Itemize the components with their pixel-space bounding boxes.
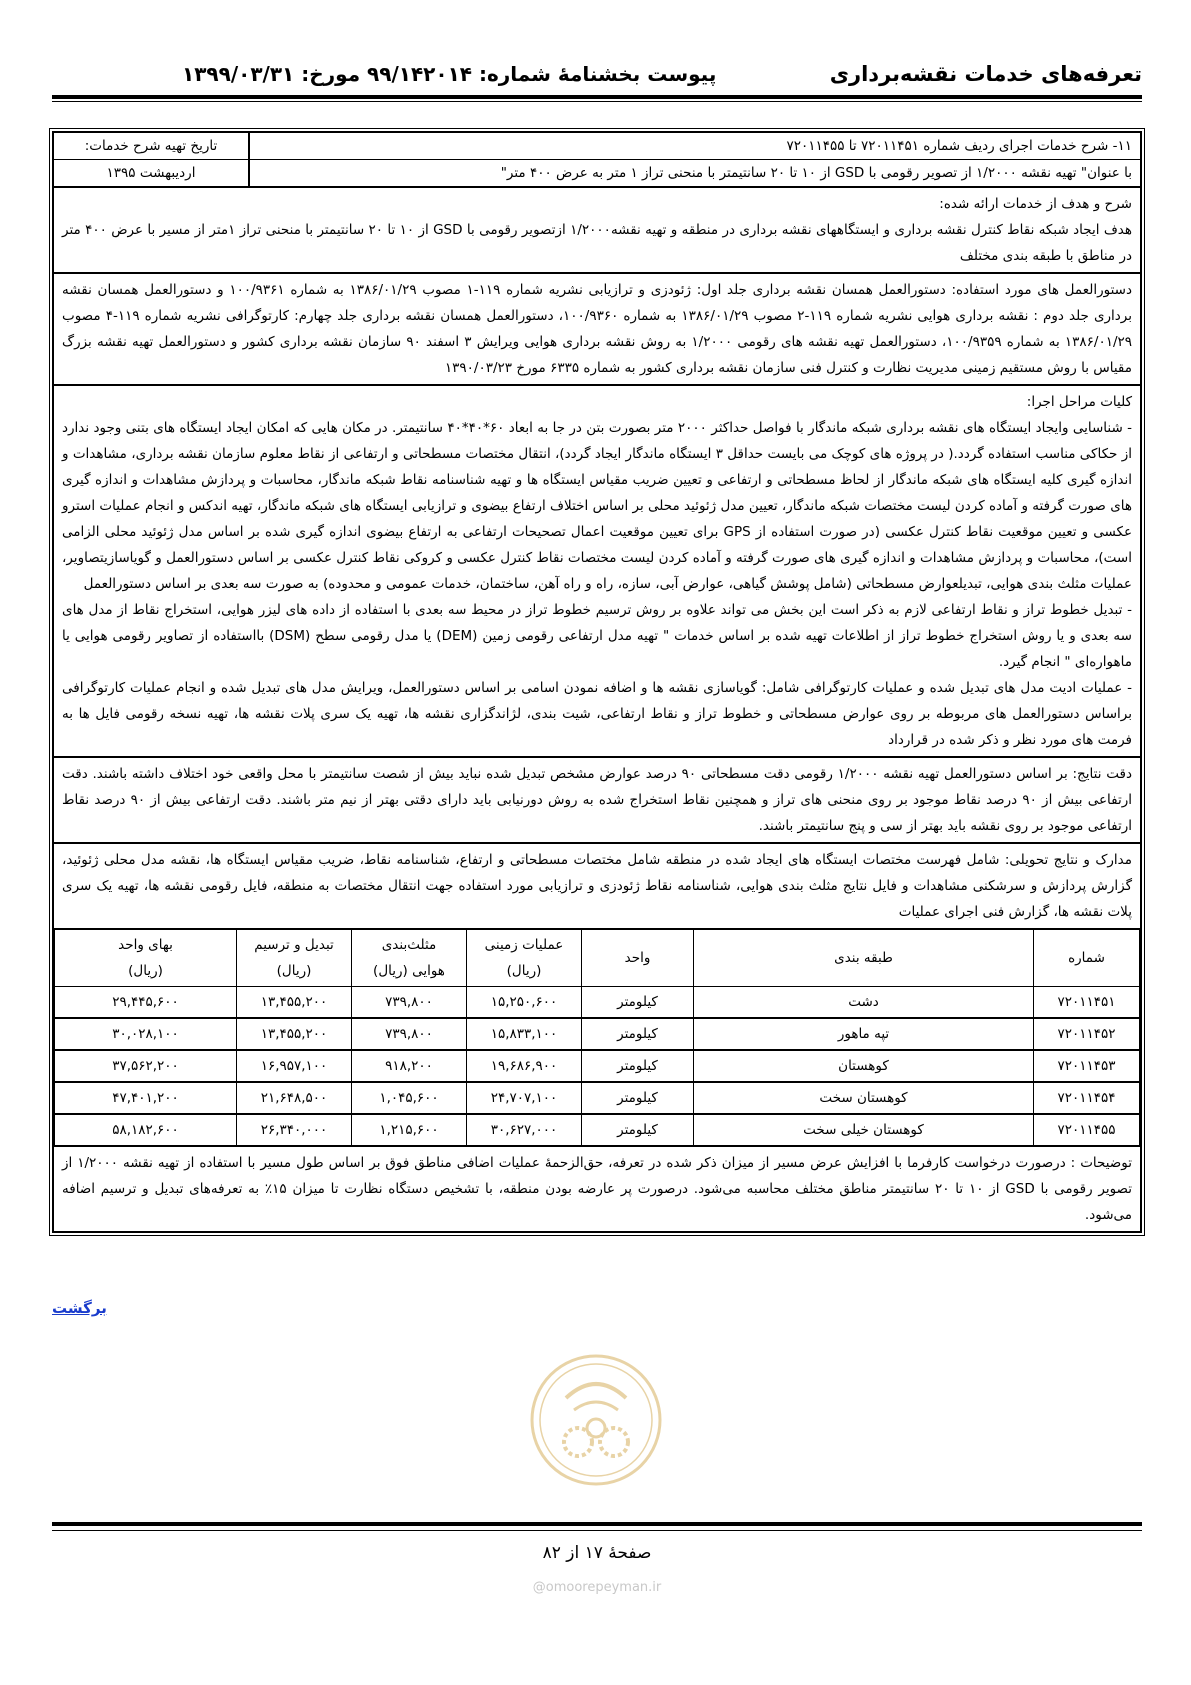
- cell-unit: کیلومتر: [582, 1050, 694, 1082]
- goal-text: هدف ایجاد شبکه نقاط کنترل نقشه برداری و ایستگاههای نقشه برداری در منطقه و تهیه نقشه۱/۲۰۰۰ ازتصویر رقومی با GSD از ۱۰ تا ۲۰ سانتیمتر با منحنی تراز ۱متر از مسیر با عرض ۴۰۰ متر در مناطق با طبقه بندی مختلف: [62, 222, 1133, 264]
- cell-classification: کوهستان سخت: [694, 1082, 1034, 1114]
- cell-ground: ۳۰,۶۲۷,۰۰۰: [467, 1114, 582, 1146]
- back-link[interactable]: برگشت: [52, 1299, 107, 1317]
- cell-triangulation: ۱,۰۴۵,۶۰۰: [352, 1082, 467, 1114]
- accuracy-text: دقت نتایج: بر اساس دستورالعمل تهیه نقشه ۱/۲۰۰۰ رقومی دقت مسطحاتی ۹۰ درصد عوارض مشخص تبدیل شده نباید بیش از شصت سانتیمتر با محل واقعی خود اختلاف داشته باشند. دقت ارتفاعی بیش از ۹۰ درصد نقاط موجود بر روی منحنی های تراز و همچنین نقاط استخراج شده به روش دورنیابی باید دارای دقتی بهتر از نیم متر باشند. دقت ارتفاعی بیش از ۹۰ درصد نقاط ارتفاعی موجود بر روی نقشه باید بهتر از سی و پنج سانتیمتر باشند.: [62, 766, 1132, 834]
- watermark: @omoorepeyman.ir: [532, 1580, 662, 1595]
- col-ground-unit: (ریال): [506, 963, 542, 979]
- col-conversion: [237, 930, 352, 987]
- instructions-section: [54, 274, 1140, 386]
- col-conversion-unit: (ریال): [276, 963, 312, 979]
- header-title: تعرفه‌های خدمات نقشه‌برداری: [829, 62, 1142, 86]
- col-ground: [467, 930, 582, 987]
- cell-ground: ۲۴,۷۰۷,۱۰۰: [467, 1082, 582, 1114]
- cell-number: ۷۲۰۱۱۴۵۴: [1034, 1082, 1140, 1114]
- cell-unit-price: ۲۹,۴۴۵,۶۰۰: [55, 987, 237, 1019]
- steps-paragraph-3: - عملیات ادیت مدل های تبدیل شده و عملیات کارتوگرافی شامل: گویاسازی نقشه ها و اضافه نمودن اسامی بر اساس دستورالعمل، ویرایش مدل های تبدیل شده و انجام عملیات کارتوگرافی براساس دستورالعمل های مربوطه بر روی عوارض مسطحاتی و خطوط تراز و نقاط ارتفاعی، شیت بندی، لژاندگزاری نقشه ها، تهیه یک سری پلات نقشه ها، تهیه نسخه رقومی فایل ها به فرمت های مورد نظر و ذکر شده در قرارداد: [62, 680, 1132, 748]
- cell-number: ۷۲۰۱۱۴۵۳: [1034, 1050, 1140, 1082]
- cell-conversion: ۲۶,۳۴۰,۰۰۰: [237, 1114, 352, 1146]
- col-triangulation: [352, 930, 467, 987]
- col-classification: طبقه بندی: [694, 930, 1034, 987]
- cell-ground: ۱۵,۲۵۰,۶۰۰: [467, 987, 582, 1019]
- header-rule-thick: [52, 95, 1142, 99]
- goal-section: [54, 188, 1140, 274]
- col-unit-price: [55, 930, 237, 987]
- steps-section: [54, 386, 1140, 758]
- steps-heading: کلیات مراحل اجرا:: [1026, 394, 1132, 410]
- cell-ground: ۱۹,۶۸۶,۹۰۰: [467, 1050, 582, 1082]
- table-row: [55, 1114, 1140, 1146]
- cell-conversion: ۱۶,۹۵۷,۱۰۰: [237, 1050, 352, 1082]
- cell-triangulation: ۷۳۹,۸۰۰: [352, 987, 467, 1019]
- service-line-2: با عنوان" تهیه نقشه ۱/۲۰۰۰ از تصویر رقومی با GSD از ۱۰ تا ۲۰ سانتیمتر با منحنی تراز ۱ متر به عرض ۴۰۰ متر": [500, 165, 1132, 181]
- footer-rule-thick: [52, 1522, 1142, 1526]
- service-date-label: تاریخ تهیه شرح خدمات:: [54, 133, 248, 160]
- cell-unit: کیلومتر: [582, 1018, 694, 1050]
- service-date-value: اردیبهشت ۱۳۹۵: [106, 165, 196, 181]
- deliverables-text: مدارک و نتایج تحویلی: شامل فهرست مختصات ایستگاه های ایجاد شده در منطقه شامل مختصات مسطحاتی و ارتفاع، شناسنامه نقاط، ضریب مقیاس ایستگاه ها، نقشه مدل محلی ژئوئید، گزارش پردازش و سرشکنی مشاهدات و فایل نتایج مثلث بندی هوایی، شناسنامه نقاط ژئودزی و ترازیابی مورد استفاده جهت انتقال مختصات به منطقه، فایل رقومی نقشه ها، تهیه یک سری پلات نقشه ها، گزارش فنی اجرای عملیات: [62, 852, 1132, 920]
- cell-conversion: ۱۳,۴۵۵,۲۰۰: [237, 987, 352, 1019]
- col-unit-price-label: بهای واحد: [118, 937, 173, 953]
- col-unit-price-unit: (ریال): [128, 963, 163, 979]
- table-row: [55, 1050, 1140, 1082]
- col-ground-label: عملیات زمینی: [484, 937, 564, 953]
- cell-unit-price: ۴۷,۴۰۱,۲۰۰: [55, 1082, 237, 1114]
- notes-section: [54, 1147, 1140, 1231]
- table-row: [55, 987, 1140, 1019]
- page-number: صفحۀ ۱۷ از ۸۲: [542, 1543, 652, 1563]
- header-rule-thin: [52, 101, 1142, 102]
- cell-classification: تپه ماهور: [694, 1018, 1034, 1050]
- service-line-1: ۱۱- شرح خدمات اجرای ردیف شماره ۷۲۰۱۱۴۵۱ تا ۷۲۰۱۱۴۵۵: [250, 133, 1140, 160]
- service-frame: [52, 131, 1142, 1233]
- cell-unit-price: ۳۰,۰۲۸,۱۰۰: [55, 1018, 237, 1050]
- notes-text: توضیحات : درصورت درخواست کارفرما با افزایش عرض مسیر از میزان ذکر شده در تعرفه، حق‌الزحمۀ عملیات اضافی مناطق فوق بر اساس طول مسیر با استفاده از تهیه نقشه ۱/۲۰۰۰ از تصویر رقومی با GSD از ۱۰ تا ۲۰ سانتیمتر مناطق مختلف محاسبه می‌شود. درصورت پر عارضه بودن منطقه، با تشخیص دستگاه نظارت تا میزان ۱۵٪ به تعرفه‌های تبدیل و ترسیم اضافه می‌شود.: [62, 1155, 1133, 1223]
- header-reference: پیوست بخشنامۀ شماره: ۹۹/۱۴۲۰۱۴ مورخ: ۱۳۹۹/۰۳/۳۱: [182, 62, 717, 86]
- tariff-table: [54, 929, 1140, 1147]
- cell-triangulation: ۷۳۹,۸۰۰: [352, 1018, 467, 1050]
- company-seal-icon: [526, 1350, 666, 1490]
- cell-classification: کوهستان خیلی سخت: [694, 1114, 1034, 1146]
- cell-unit: کیلومتر: [582, 987, 694, 1019]
- cell-classification: کوهستان: [694, 1050, 1034, 1082]
- col-triangulation-label: مثلث‌بندی: [381, 937, 437, 953]
- accuracy-section: [54, 758, 1140, 844]
- cell-number: ۷۲۰۱۱۴۵۲: [1034, 1018, 1140, 1050]
- instructions-text: دستورالعمل های مورد استفاده: دستورالعمل همسان نقشه برداری جلد اول: ژئودزی و ترازیابی نشریه شماره ۱۱۹-۱ مصوب ۱۳۸۶/۰۱/۲۹ به شماره ۱۰۰/۹۳۶۱ و دستورالعمل همسان نقشه برداری جلد دوم : نقشه برداری هوایی نشریه شماره ۱۱۹-۲ مصوب ۱۳۸۶/۰۱/۲۹ به شماره ۱۰۰/۹۳۶۰، دستورالعمل همسان نقشه برداری جلد چهارم: کارتوگرافی نشریه شماره ۱۱۹-۴ مصوب ۱۳۸۶/۰۱/۲۹ به شماره ۱۰۰/۹۳۵۹، دستورالعمل تهیه نقشه های رقومی ۱/۲۰۰۰ به روش نقشه برداری هوایی ویرایش ۳ اسفند ۹۰ سازمان نقشه برداری کشور و دستورالعمل تهیه نقشه بزرگ مقیاس با روش مستقیم زمینی مدیریت نظارت و کنترل فنی سازمان نقشه برداری کشور به شماره ۶۳۳۵ مورخ ۱۳۹۰/۰۳/۲۳: [62, 282, 1133, 376]
- cell-conversion: ۲۱,۶۴۸,۵۰۰: [237, 1082, 352, 1114]
- col-unit: واحد: [582, 930, 694, 987]
- cell-unit-price: ۵۸,۱۸۲,۶۰۰: [55, 1114, 237, 1146]
- cell-unit: کیلومتر: [582, 1082, 694, 1114]
- col-triangulation-unit: هوایی (ریال): [373, 963, 445, 979]
- cell-unit-price: ۳۷,۵۶۲,۲۰۰: [55, 1050, 237, 1082]
- table-row: [55, 1018, 1140, 1050]
- service-title: [248, 133, 1140, 186]
- cell-number: ۷۲۰۱۱۴۵۵: [1034, 1114, 1140, 1146]
- service-title-row: [54, 133, 1140, 188]
- col-conversion-label: تبدیل و ترسیم: [254, 937, 334, 953]
- deliverables-section: [54, 844, 1140, 929]
- steps-paragraph-1: - شناسایی وایجاد ایستگاه های نقشه برداری شبکه ماندگار با فواصل حداکثر ۲۰۰۰ متر بصورت بتن در جا به ابعاد ۶۰*۴۰*۴۰ سانتیمتر. در مکان هایی که امکان ایجاد ایستگاه های بتنی وجود ندارد از حکاکی مناسب استفاده گردد.( در پروژه های کوچک می بایست حداقل ۳ ایستگاه ماندگار ایجاد گردد)، انتقال مختصات مسطحاتی و ارتفاعی از نقاط معلوم سازمان نقشه برداری، مشاهدات و اندازه گیری کلیه ایستگاه های شبکه ماندگار از لحاظ مسطحاتی و ارتفاعی و تعیین ضریب مقیاس ایستگاه ها و تهیه شناسنامه نقاط شبکه ماندگار، محاسبات و پردازش مشاهدات و اندازه گیری های صورت گرفته و آماده کردن لیست مختصات شبکه ماندگار، تعیین مدل ژئوئید محلی بر اساس اختلاف ارتفاع بیضوی و ترازیابی ایستگاه های شبکه ماندگار، تهیه اندکس و انجام عملیات استرو عکسی و تعیین موقعیت نقاط کنترل عکسی (در صورت استفاده از GPS برای تعیین موقعیت اعمال تصحیحات ارتفاعی به ارتفاع بیضوی اندازه گیری شده بر اساس مدل ژئوئید محلی الزامی است)، محاسبات و پردازش مشاهدات و اندازه گیری های صورت گرفته و آماده کردن لیست مختصات نقاط کنترل عکسی و کروکی نقاط کنترل عکسی بر اساس دستورالعمل و گویاسازیتصاویر، عملیات مثلث بندی هوایی، تبدیلعوارض مسطحاتی (شامل پوشش گیاهی، عوارض آبی، سازه، راه و راه آهن، ساختمان، خدمات عمومی و محدوده) به صورت سه بعدی بر اساس دستورالعمل: [62, 420, 1132, 592]
- col-number: شماره: [1034, 930, 1140, 987]
- cell-triangulation: ۱,۲۱۵,۶۰۰: [352, 1114, 467, 1146]
- cell-number: ۷۲۰۱۱۴۵۱: [1034, 987, 1140, 1019]
- service-date-box: [54, 133, 248, 186]
- cell-triangulation: ۹۱۸,۲۰۰: [352, 1050, 467, 1082]
- cell-unit: کیلومتر: [582, 1114, 694, 1146]
- cell-conversion: ۱۳,۴۵۵,۲۰۰: [237, 1018, 352, 1050]
- cell-ground: ۱۵,۸۳۳,۱۰۰: [467, 1018, 582, 1050]
- tariff-table-header: [55, 930, 1140, 987]
- cell-classification: دشت: [694, 987, 1034, 1019]
- page-header: [52, 58, 1142, 98]
- steps-paragraph-2: - تبدیل خطوط تراز و نقاط ارتفاعی لازم به ذکر است این بخش می تواند علاوه بر روش ترسیم خطوط تراز در محیط سه بعدی با استفاده از داده های لیزر هوایی، استخراج نقاط از مدل های سه بعدی و یا روش استخراج خطوط تراز از اطلاعات تهیه شده بر اساس خدمات " تهیه مدل ارتفاعی رقومی زمین (DEM) یا مدل رقومی سطح (DSM) بااستفاده از تصاویر رقومی هوایی یا ماهواره‌ای " انجام گیرد.: [62, 602, 1132, 670]
- footer-rule-thin: [52, 1530, 1142, 1531]
- goal-heading: شرح و هدف از خدمات ارائه شده:: [939, 196, 1132, 212]
- table-row: [55, 1082, 1140, 1114]
